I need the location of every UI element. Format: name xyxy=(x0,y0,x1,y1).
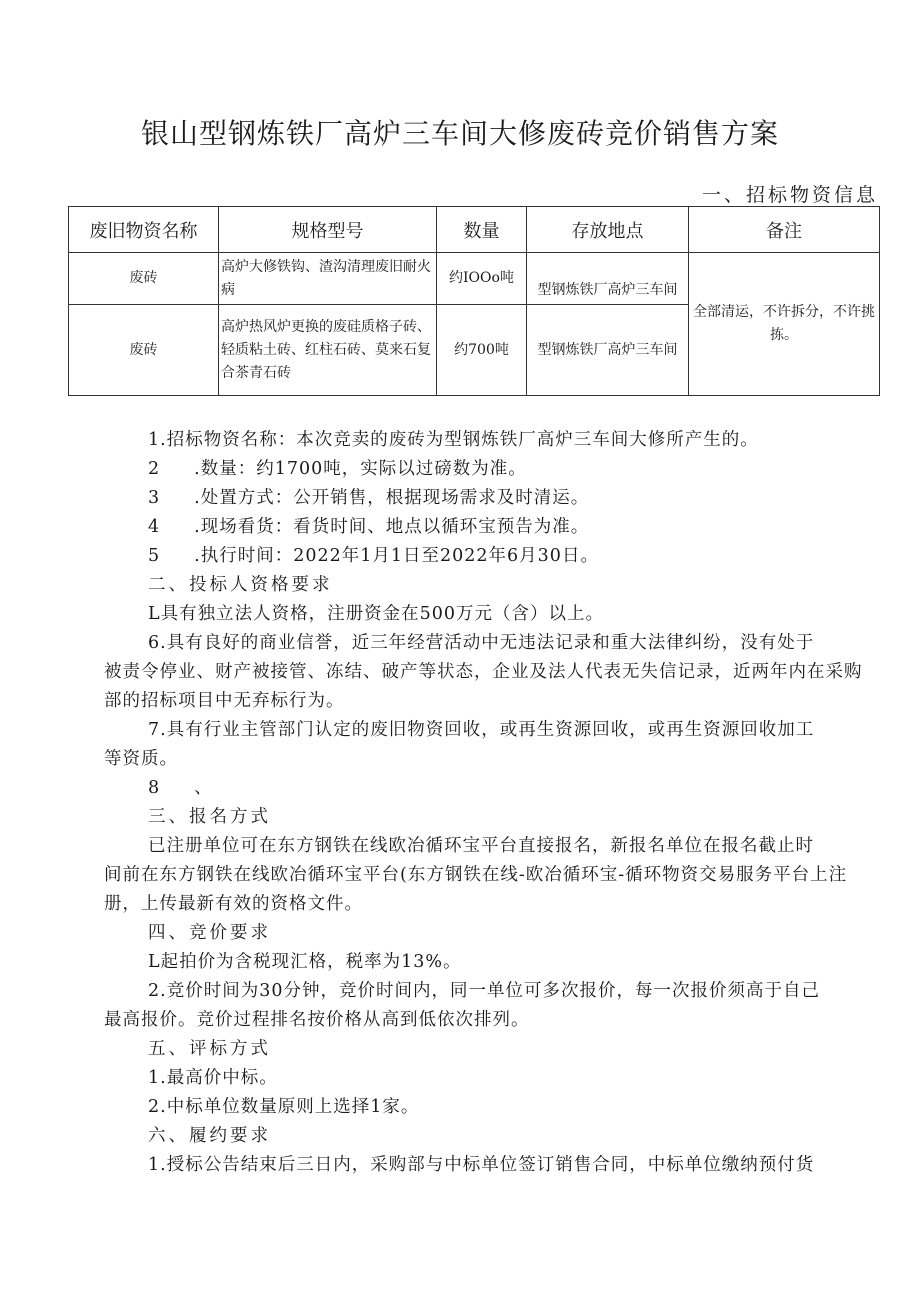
item-number: 1 xyxy=(148,430,161,450)
list-item xyxy=(104,455,880,484)
section-heading-evaluation: 五、评标方式 xyxy=(148,1039,271,1059)
item-text: .招标物资名称：本次竞卖的废砖为型钢炼铁厂高炉三车间大修所产生的。 xyxy=(160,430,759,450)
cell-spec: 高炉大修铁钩、渣沟清理废旧耐火病 xyxy=(219,253,437,305)
cell-qty: 约IOOo吨 xyxy=(437,253,527,305)
header-remark: 备注 xyxy=(689,207,880,253)
paragraph: L具有独立法人资格，注册资金在500万元（含）以上。 xyxy=(148,604,605,624)
paragraph: 1.最高价中标。 xyxy=(148,1068,278,1088)
header-location: 存放地点 xyxy=(527,207,689,253)
list-item xyxy=(104,513,880,542)
list-item xyxy=(104,426,880,455)
item-number: 3 xyxy=(148,488,161,508)
section-heading-qualification: 二、投标人资格要求 xyxy=(148,575,333,595)
header-name: 废旧物资名称 xyxy=(69,207,219,253)
cell-name: 废砖 xyxy=(69,305,219,396)
paragraph xyxy=(68,629,880,658)
paragraph-first-line: 2.竞价时间为30分钟，竞价时间内，同一单位可多次报价，每一次报价须高于自己 xyxy=(148,981,820,1001)
section-heading-performance: 六、履约要求 xyxy=(148,1126,271,1146)
paragraph-continued: 间前在东方钢铁在线欧冶循环宝平台(东方钢铁在线-欧冶循环宝-循环物资交易服务平台上注册，上传最新有效的资格文件。 xyxy=(104,865,848,914)
list-item xyxy=(104,774,880,803)
item-text: .数量：约1700吨，实际以过磅数为准。 xyxy=(194,459,527,479)
cell-remark: 全部清运，不许拆分，不许挑拣。 xyxy=(689,253,880,396)
item-text: .现场看货：看货时间、地点以循环宝预告为准。 xyxy=(194,517,590,537)
header-qty: 数量 xyxy=(437,207,527,253)
cell-location: 型钢炼铁厂高炉三车间 xyxy=(527,305,689,396)
paragraph: 1.授标公告结束后三日内，采购部与中标单位签订销售合同，中标单位缴纳预付货 xyxy=(148,1155,815,1175)
paragraph-first-line: 6.具有良好的商业信誉，近三年经营活动中无违法记录和重大法律纠纷，没有处于 xyxy=(148,633,815,653)
section-heading-material-info: 一、招标物资信息 xyxy=(701,184,878,206)
item-number: 8 xyxy=(148,778,161,798)
paragraph-first-line: 已注册单位可在东方钢铁在线欧冶循环宝平台直接报名，新报名单位在报名截止时 xyxy=(148,836,814,856)
paragraph-continued: 最高报价。竞价过程排名按价格从高到低依次排列。 xyxy=(104,1010,530,1030)
item-number: 5 xyxy=(148,546,161,566)
paragraph-continued: 等资质。 xyxy=(104,749,178,769)
document-body xyxy=(104,426,880,1180)
paragraph: L起拍价为含税现汇格，税率为13%。 xyxy=(148,952,462,972)
item-number: 2 xyxy=(148,459,161,479)
section-heading-registration: 三、报名方式 xyxy=(148,807,271,827)
list-item xyxy=(104,542,880,571)
cell-spec: 高炉热风炉更换的废硅质格子砖、轻质粘土砖、红柱石砖、莫来石复合茶青石砖 xyxy=(219,305,437,396)
paragraph xyxy=(68,977,880,1006)
table-row xyxy=(69,253,880,305)
section-heading-bidding: 四、竞价要求 xyxy=(148,923,271,943)
table-header-row xyxy=(69,207,880,253)
paragraph xyxy=(68,716,880,745)
cell-qty: 约700吨 xyxy=(437,305,527,396)
cell-location: 型钢炼铁厂高炉三车间 xyxy=(527,253,689,305)
page-title: 银山型钢炼铁厂高炉三车间大修废砖竞价销售方案 xyxy=(140,117,779,150)
item-text: .执行时间：2022年1月1日至2022年6月30日。 xyxy=(194,546,599,566)
paragraph: 2.中标单位数量原则上选择1家。 xyxy=(148,1097,420,1117)
item-text: .处置方式：公开销售，根据现场需求及时清运。 xyxy=(194,488,590,508)
item-text: 、 xyxy=(194,778,213,798)
paragraph xyxy=(68,832,880,861)
materials-table xyxy=(68,206,880,396)
cell-name: 废砖 xyxy=(69,253,219,305)
paragraph-first-line: 7.具有行业主管部门认定的废旧物资回收，或再生资源回收，或再生资源回收加工 xyxy=(148,720,815,740)
list-item xyxy=(104,484,880,513)
item-number: 4 xyxy=(148,517,161,537)
paragraph-continued: 被责令停业、财产被接管、冻结、破产等状态，企业及法人代表无失信记录，近两年内在采购部的招标项目中无弃标行为。 xyxy=(104,662,863,711)
header-spec: 规格型号 xyxy=(219,207,437,253)
